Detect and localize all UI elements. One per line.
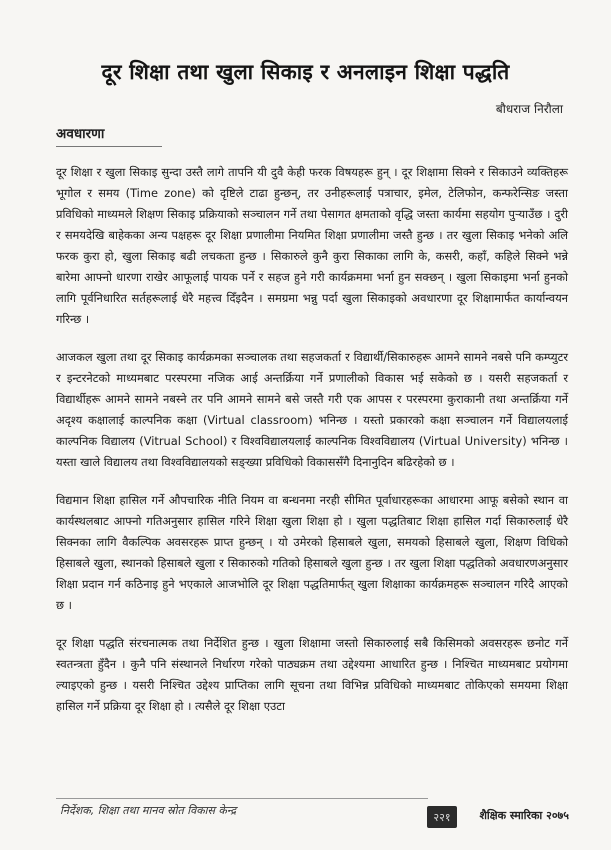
author-name: बौधराज निरौला — [495, 102, 563, 116]
paragraph-3: विद्यमान शिक्षा हासिल गर्ने औपचारिक नीति नियम वा बन्धनमा नरही सीमित पूर्वाधारहरूका आधारमा आफू बसेको स्थान वा कार्यस्थलबाट आफ्नो गतिअनुसार हासिल गरिने शिक्षा खुला शिक्षा हो । खुला पद्धतिबाट शिक्षा हासिल गर्दा सिकारुलाई धेरै सिक्नका लागि वैकल्पिक अवसरहरू प्राप्त हुन्छन् । यो उमेरको हिसाबले खुला, समयको हिसाबले खुला, शिक्षण विधिको हिसाबले खुला, स्थानको हिसाबले खुला र सिकारुको गतिको हिसाबले खुला हुन्छ । तर खुला शिक्षा पद्धतिको अवधारणअनुसार शिक्षा प्रदान गर्न कठिनाइ हुने भएकाले आजभोलि दूर शिक्षा पद्धतिमार्फत् खुला शिक्षाका कार्यक्रमहरू सञ्चालन गरिदै आएको छ । — [56, 493, 568, 612]
page-number: २२१ — [427, 806, 457, 828]
article-body — [56, 162, 568, 734]
footer-divider — [56, 798, 428, 799]
footer-affiliation: निर्देशक, शिक्षा तथा मानव स्रोत विकास केन्द्र — [60, 804, 237, 817]
article-title: दूर शिक्षा तथा खुला सिकाइ र अनलाइन शिक्षा पद्धति — [101, 60, 510, 84]
paragraph-4: दूर शिक्षा पद्धति संरचनात्मक तथा निर्देशित हुन्छ । खुला शिक्षामा जस्तो सिकारुलाई सबै किसिमको अवसरहरू छनोट गर्ने स्वतन्त्रता हुँदैन । कुनै पनि संस्थानले निर्धारण गरेको पाठ्यक्रम तथा उद्देश्यमा आधारित हुन्छ । निश्चित माध्यमबाट प्रयोगमा ल्याइएको हुन्छ । यसरी निश्चित उद्देश्य प्राप्तिका लागि सूचना तथा विभिन्न प्रविधिको माध्यमबाट तोकिएको समयमा शिक्षा हासिल गर्ने प्रक्रिया दूर शिक्षा हो । त्यसैले दूर शिक्षा एउटा — [56, 636, 568, 713]
footer-publication: शैक्षिक स्मारिका २०७५ — [479, 809, 569, 822]
section-heading: अवधारणा — [56, 126, 105, 142]
paragraph-2: आजकल खुला तथा दूर सिकाइ कार्यक्रमका सञ्चालक तथा सहजकर्ता र विद्यार्थी/सिकारुहरू आमने सामने नबसे पनि कम्प्युटर र इन्टरनेटको माध्यमबाट परस्परमा नजिक आई अन्तर्क्रिया गर्ने प्रणालीको विकास भई सकेको छ । यसरी सहजकर्ता र विद्यार्थीहरू आमने सामने नबस्ने तर पनि आमने सामने बसे जस्तै गरी एक आपस र परस्परमा कुराकानी तथा अन्तर्क्रिया गर्ने अदृश्य कक्षालाई काल्पनिक कक्षा (Virtual classroom) भनिन्छ । यस्तो प्रकारको कक्षा सञ्चालन गर्ने विद्यालयलाई काल्पनिक विद्यालय (Vitrual School) र विश्वविद्यालयलाई काल्पनिक विश्वविद्यालय (Virtual University) भनिन्छ । यस्ता खाले विद्यालय तथा विश्वविद्यालयको सङ्ख्या प्रविधिको विकाससँगै दिनानुदिन बढिरहेको छ । — [56, 350, 568, 469]
paragraph-1: दूर शिक्षा र खुला सिकाइ सुन्दा उस्तै लागे तापनि यी दुवै केही फरक विषयहरू हुन् । दूर शिक्षामा सिक्ने र सिकाउने व्यक्तिहरू भूगोल र समय (Time zone) को दृष्टिले टाढा हुन्छन्, तर उनीहरूलाई पत्राचार, इमेल, टेलिफोन, कन्फरेन्सिङ जस्ता प्रविधिको माध्यमले शिक्षण सिकाइ प्रक्रियाको सञ्चालन गर्ने तथा पेसागत क्षमताको वृद्धि जस्ता कार्यमा सहयोग पुऱ्याउँछ । दुरी र समयदेखि बाहेकका अन्य पक्षहरू दूर शिक्षा प्रणालीमा नियमित शिक्षा प्रणालीमा जस्तै हुन्छ । तर खुला सिकाइ भनेको अलि फरक कुरा हो, खुला सिकाइ बढी लचकता हुन्छ । सिकारुले कुनै कुरा सिकाका लागि के, कसरी, कहाँ, कहिले सिक्ने भन्ने बारेमा आफ्नो धारणा राखेर आफूलाई पायक पर्ने र सहज हुने गरी कार्यक्रममा भर्ना हुन सक्छन् । खुला सिकाइमा भर्ना हुनको लागि पूर्वनिधारित सर्तहरूलाई धेरै महत्त्व दिँइदैन । समग्रमा भन्नु पर्दा खुला सिकाइको अवधारणा दूर शिक्षामार्फत कार्यान्वयन गरिन्छ । — [56, 165, 568, 326]
heading-underline — [56, 146, 162, 147]
